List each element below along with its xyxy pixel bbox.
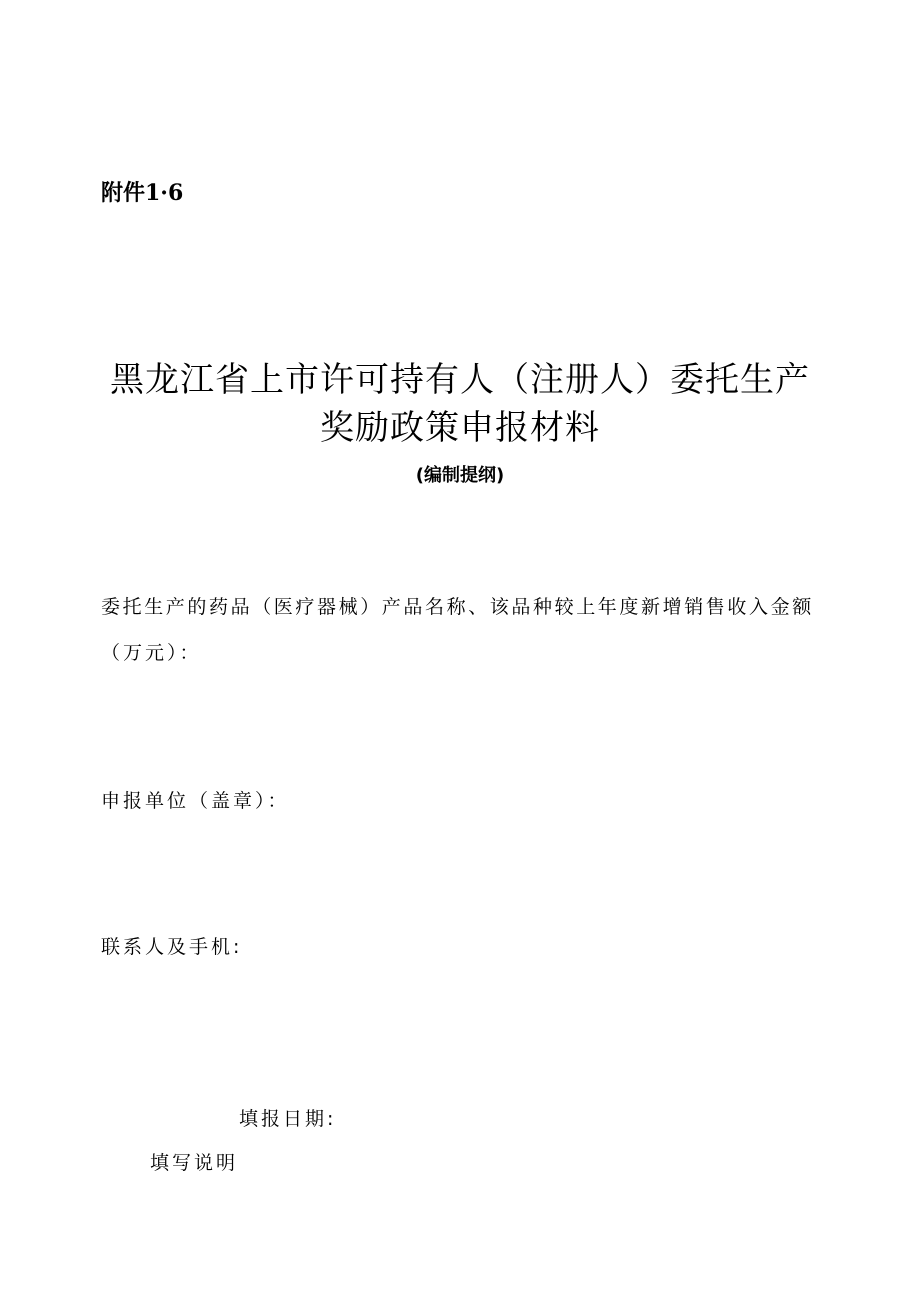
product-sales-label: 委托生产的药品（医疗器械）产品名称、该品种较上年度新增销售收入金额 [101,596,814,618]
document-title-line-1: 黑龙江省上市许可持有人（注册人）委托生产 [110,360,810,400]
document-title-line-2: 奖励政策申报材料 [320,408,600,448]
product-sales-label-cont: （万元）： [101,642,202,664]
fill-instructions-label: 填写说明 [150,1152,239,1174]
contact-label: 联系人及手机: [101,936,243,958]
document-subtitle: (编制提纲) [415,465,505,486]
attachment-label: 附件1·6 [101,180,184,206]
fill-date-label: 填报日期: [239,1108,337,1130]
applicant-unit-label: 申报单位（盖章）： [101,790,290,812]
